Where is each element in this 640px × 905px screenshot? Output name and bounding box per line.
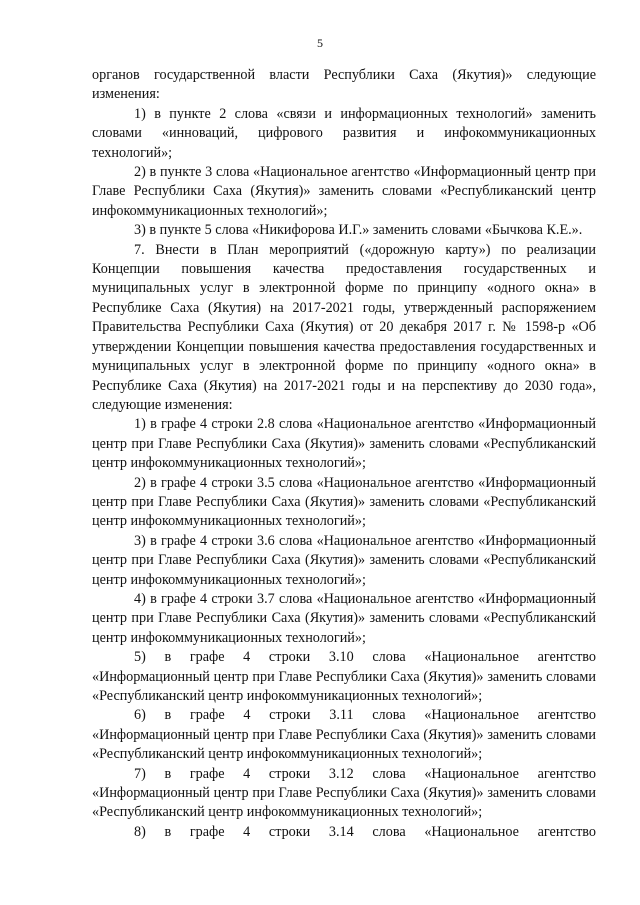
paragraph-item: 4) в графе 4 строки 3.7 слова «Национальное агентство «Информационный центр при Главе Республики Саха (Якутия)» заменить словами «Республиканский центр инфокоммуникационных технологий»;: [92, 590, 596, 646]
paragraph-item-continued: 8) в графе 4 строки 3.14 слова «Национальное агентство: [134, 823, 596, 840]
document-body: [92, 66, 596, 842]
page-number: 5: [317, 36, 323, 50]
paragraph-item: 6) в графе 4 строки 3.11 слова «Национальное агентство «Информационный центр при Главе Республики Саха (Якутия)» заменить словами «Республиканский центр инфокоммуникационных технологий»;: [92, 707, 596, 763]
paragraph-item: 7) в графе 4 строки 3.12 слова «Национальное агентство «Информационный центр при Главе Республики Саха (Якутия)» заменить словами «Республиканский центр инфокоммуникационных технологий»;: [92, 765, 596, 821]
paragraph-item: 5) в графе 4 строки 3.10 слова «Национальное агентство «Информационный центр при Главе Республики Саха (Якутия)» заменить словами «Республиканский центр инфокоммуникационных технологий»;: [92, 649, 596, 704]
paragraph-intro: органов государственной власти Республики Саха (Якутия)» следующие изменения:: [92, 67, 596, 103]
paragraph-item: 1) в графе 4 строки 2.8 слова «Национальное агентство «Информационный центр при Главе Республики Саха (Якутия)» заменить словами «Республиканский центр инфокоммуникационных технологий»;: [92, 416, 596, 472]
paragraph-section-7: 7. Внести в План мероприятий («дорожную карту») по реализации Концепции повышения качества предоставления государственных и муниципальных услуг в электронной форме по принципу «одного окна» в Республике Саха (Якутия) на 2017-2021 годы, утвержденный распоряжением Правительства Республики Саха (Якутия) от 20 декабря 2017 г. № 1598-р «Об утверждении Концепции повышения качества предоставления государственных и муниципальных услуг в электронной форме по принципу «одного окна» в Республике Саха (Якутия) на 2017-2021 годы и на перспективу до 2030 года», следующие изменения:: [92, 241, 596, 413]
paragraph-item: 2) в графе 4 строки 3.5 слова «Национальное агентство «Информационный центр при Главе Республики Саха (Якутия)» заменить словами «Республиканский центр инфокоммуникационных технологий»;: [92, 474, 596, 530]
paragraph-item: 3) в графе 4 строки 3.6 слова «Национальное агентство «Информационный центр при Главе Республики Саха (Якутия)» заменить словами «Республиканский центр инфокоммуникационных технологий»;: [92, 532, 596, 588]
paragraph-item: 3) в пункте 5 слова «Никифорова И.Г.» заменить словами «Бычкова К.Е.».: [134, 222, 583, 239]
paragraph-item: 1) в пункте 2 слова «связи и информационных технологий» заменить словами «инноваций, цифрового развития и инфокоммуникационных технологий»;: [92, 105, 596, 161]
paragraph-item: 2) в пункте 3 слова «Национальное агентство «Информационный центр при Главе Республики Саха (Якутия)» заменить словами «Республиканский центр инфокоммуникационных технологий»;: [92, 164, 596, 219]
